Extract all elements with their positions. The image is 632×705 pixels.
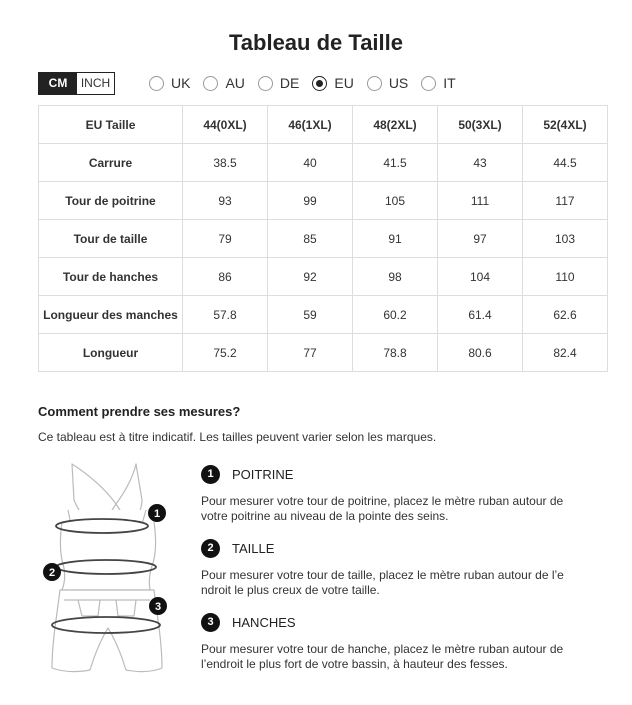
table-cell: 92 <box>268 258 353 296</box>
table-cell: 41.5 <box>353 144 438 182</box>
region-option-de[interactable] <box>258 75 299 91</box>
step-header <box>201 538 601 558</box>
table-header-row <box>39 106 608 144</box>
header-cell: 44(0XL) <box>183 106 268 144</box>
body-measurement-illustration <box>38 460 178 685</box>
table-cell: 91 <box>353 220 438 258</box>
table-row <box>39 182 608 220</box>
table-cell: 98 <box>353 258 438 296</box>
region-label: IT <box>443 75 456 91</box>
radio-button[interactable] <box>421 76 436 91</box>
region-option-eu[interactable] <box>312 75 353 91</box>
step-text-line: ndroit le plus creux de votre taille. <box>201 583 380 597</box>
step-title: TAILLE <box>232 540 275 556</box>
row-label: Carrure <box>39 144 183 182</box>
step-number-badge: 1 <box>201 465 220 484</box>
table-cell: 59 <box>268 296 353 334</box>
region-label: AU <box>225 75 245 91</box>
row-label: Longueur <box>39 334 183 372</box>
table-cell: 103 <box>523 220 608 258</box>
table-cell: 61.4 <box>438 296 523 334</box>
step-number-badge: 3 <box>201 613 220 632</box>
marker-3-icon <box>149 597 167 615</box>
header-cell: 52(4XL) <box>523 106 608 144</box>
table-row <box>39 144 608 182</box>
table-cell: 97 <box>438 220 523 258</box>
region-label: DE <box>279 75 300 91</box>
step-waist <box>201 538 601 598</box>
step-instructions <box>201 568 596 598</box>
table-cell: 57.8 <box>183 296 268 334</box>
table-cell: 80.6 <box>438 334 523 372</box>
step-instructions <box>201 494 596 524</box>
radio-button[interactable] <box>258 76 273 91</box>
table-cell: 79 <box>183 220 268 258</box>
radio-button[interactable] <box>149 76 164 91</box>
guide-description: Ce tableau est à titre indicatif. Les tailles peuvent varier selon les marques. <box>38 430 437 444</box>
radio-button-checked[interactable] <box>312 76 327 91</box>
region-label: UK <box>171 75 191 91</box>
region-option-us[interactable] <box>367 75 408 91</box>
svg-text:1: 1 <box>153 508 161 520</box>
table-cell: 44.5 <box>523 144 608 182</box>
table-cell: 75.2 <box>183 334 268 372</box>
step-header <box>201 464 601 484</box>
unit-cm-button[interactable]: CM <box>39 73 77 94</box>
unit-toggle <box>38 72 115 95</box>
svg-text:2: 2 <box>48 567 56 579</box>
header-cell: 48(2XL) <box>353 106 438 144</box>
region-option-it[interactable] <box>421 75 455 91</box>
marker-1-icon <box>148 504 166 522</box>
step-text-line: Pour mesurer votre tour de taille, placez le mètre ruban autour de l’e <box>201 568 564 582</box>
table-cell: 93 <box>183 182 268 220</box>
row-label: Tour de hanches <box>39 258 183 296</box>
table-cell: 62.6 <box>523 296 608 334</box>
table-cell: 78.8 <box>353 334 438 372</box>
row-label: Tour de taille <box>39 220 183 258</box>
step-number-badge: 2 <box>201 539 220 558</box>
step-text-line: l’endroit le plus fort de votre bassin, à hauteur des fesses. <box>201 657 508 671</box>
region-radio-group <box>149 74 469 92</box>
step-chest <box>201 464 601 524</box>
table-row <box>39 296 608 334</box>
table-cell: 82.4 <box>523 334 608 372</box>
region-label: EU <box>334 75 354 91</box>
table-cell: 117 <box>523 182 608 220</box>
guide-title: Comment prendre ses mesures? <box>38 404 241 419</box>
region-option-au[interactable] <box>203 75 244 91</box>
table-cell: 38.5 <box>183 144 268 182</box>
table-row <box>39 334 608 372</box>
table-cell: 110 <box>523 258 608 296</box>
step-title: POITRINE <box>232 466 294 482</box>
step-header <box>201 612 601 632</box>
step-hips <box>201 612 601 672</box>
header-cell: 46(1XL) <box>268 106 353 144</box>
table-cell: 77 <box>268 334 353 372</box>
table-cell: 86 <box>183 258 268 296</box>
radio-button[interactable] <box>203 76 218 91</box>
region-label: US <box>388 75 409 91</box>
step-instructions <box>201 642 596 672</box>
svg-text:3: 3 <box>154 601 162 613</box>
step-text-line: votre poitrine au niveau de la pointe des seins. <box>201 509 449 523</box>
radio-button[interactable] <box>367 76 382 91</box>
table-cell: 99 <box>268 182 353 220</box>
table-cell: 111 <box>438 182 523 220</box>
marker-2-icon <box>43 563 61 581</box>
step-text-line: Pour mesurer votre tour de poitrine, placez le mètre ruban autour de <box>201 494 564 508</box>
table-cell: 40 <box>268 144 353 182</box>
table-row <box>39 258 608 296</box>
unit-inch-button[interactable]: INCH <box>77 73 114 94</box>
table-row <box>39 220 608 258</box>
row-label: Tour de poitrine <box>39 182 183 220</box>
table-cell: 104 <box>438 258 523 296</box>
header-cell: EU Taille <box>39 106 183 144</box>
step-text-line: Pour mesurer votre tour de hanche, placez le mètre ruban autour de <box>201 642 564 656</box>
step-title: HANCHES <box>232 614 296 630</box>
page-title: Tableau de Taille <box>228 30 403 55</box>
header-cell: 50(3XL) <box>438 106 523 144</box>
table-cell: 43 <box>438 144 523 182</box>
table-cell: 60.2 <box>353 296 438 334</box>
table-cell: 85 <box>268 220 353 258</box>
table-cell: 105 <box>353 182 438 220</box>
size-table <box>38 105 608 372</box>
region-option-uk[interactable] <box>149 75 190 91</box>
row-label: Longueur des manches <box>39 296 183 334</box>
